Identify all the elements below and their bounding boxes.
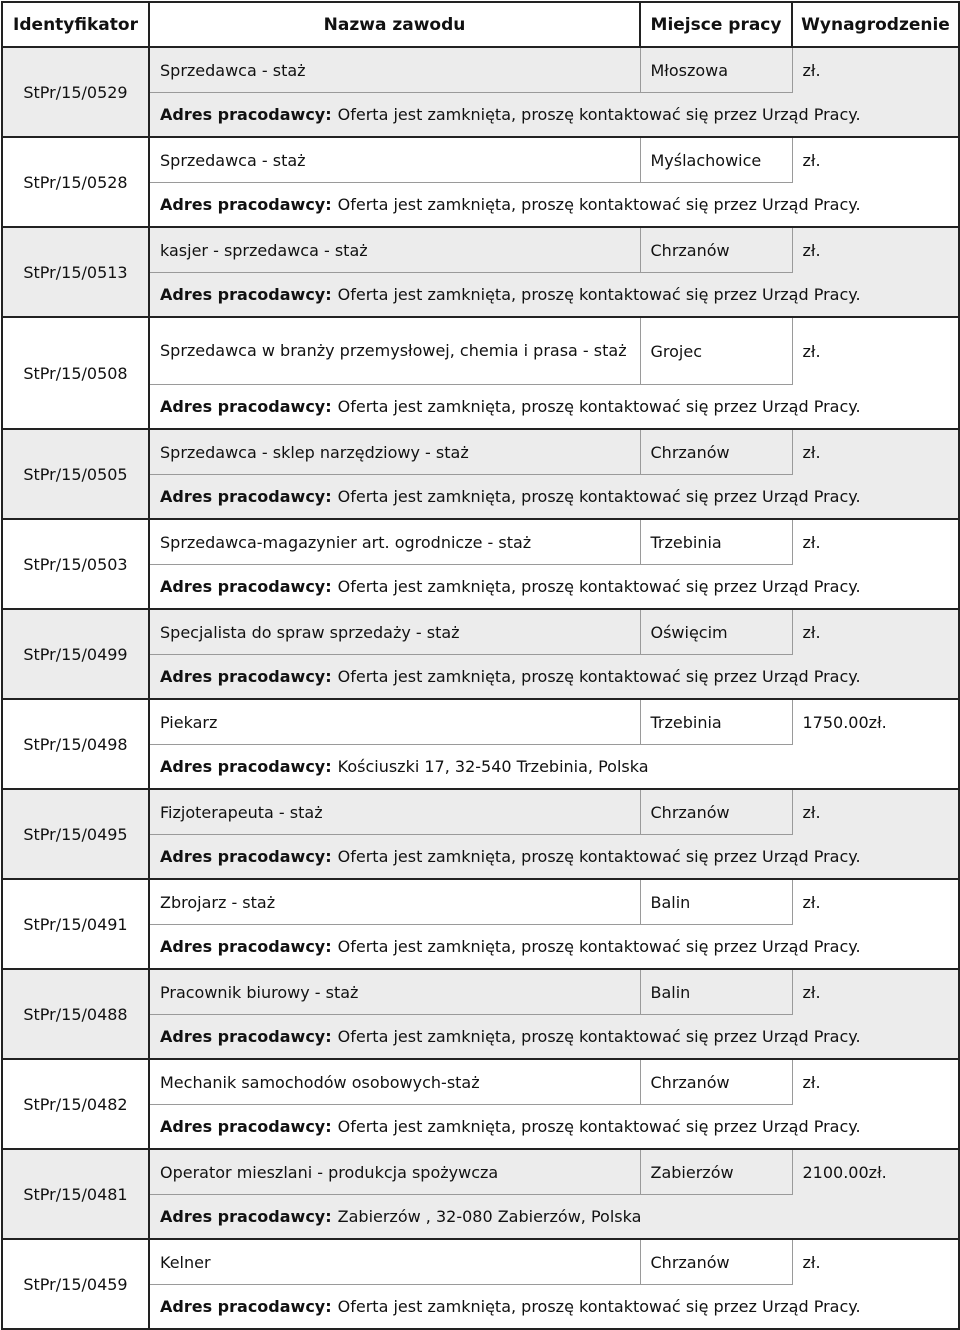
table-row [2,47,959,93]
employer-address-cell [149,565,959,610]
table-row [2,519,959,565]
workplace: Chrzanów [640,789,792,835]
job-name: Specjalista do spraw sprzedaży - staż [149,609,640,655]
workplace: Zabierzów [640,1149,792,1195]
job-name: Sprzedawca-magazynier art. ogrodnicze - staż [149,519,640,565]
salary: 1750.00zł. [792,699,959,745]
employer-address: Zabierzów , 32-080 Zabierzów, Polska [337,1207,642,1226]
workplace: Grojec [640,317,792,385]
employer-address-cell [149,835,959,880]
job-name: Kelner [149,1239,640,1285]
employer-address: Oferta jest zamknięta, proszę kontaktować się przez Urząd Pracy. [337,847,861,866]
table-body [2,47,959,1329]
employer-address-label: Adres pracodawcy: [160,847,332,866]
table-row [2,137,959,183]
job-offers-table [1,1,960,1330]
offer-identifier: StPr/15/0528 [2,137,149,227]
salary: zł. [792,969,959,1015]
job-name: Sprzedawca w branży przemysłowej, chemia i prasa - staż [149,317,640,385]
employer-address-cell [149,183,959,228]
employer-address-cell [149,475,959,520]
table-row [2,1239,959,1285]
table-row [2,429,959,475]
salary: zł. [792,609,959,655]
offer-identifier: StPr/15/0491 [2,879,149,969]
workplace: Chrzanów [640,227,792,273]
workplace: Trzebinia [640,519,792,565]
employer-address-label: Adres pracodawcy: [160,1027,332,1046]
employer-address-cell [149,1015,959,1060]
job-name: Sprzedawca - staż [149,47,640,93]
job-name: Piekarz [149,699,640,745]
workplace: Chrzanów [640,1059,792,1105]
employer-address-cell [149,273,959,318]
header-job-name: Nazwa zawodu [149,2,640,47]
workplace: Oświęcim [640,609,792,655]
employer-address-label: Adres pracodawcy: [160,397,332,416]
table-row [2,699,959,745]
employer-address-cell [149,655,959,700]
salary: zł. [792,47,959,93]
employer-address-cell [149,385,959,430]
workplace: Chrzanów [640,429,792,475]
job-name: Pracownik biurowy - staż [149,969,640,1015]
employer-address: Oferta jest zamknięta, proszę kontaktować się przez Urząd Pracy. [337,1297,861,1316]
job-name: Sprzedawca - staż [149,137,640,183]
employer-address: Oferta jest zamknięta, proszę kontaktować się przez Urząd Pracy. [337,397,861,416]
employer-address: Oferta jest zamknięta, proszę kontaktować się przez Urząd Pracy. [337,577,861,596]
employer-address-label: Adres pracodawcy: [160,577,332,596]
job-name: Operator mieszlani - produkcja spożywcza [149,1149,640,1195]
employer-address: Oferta jest zamknięta, proszę kontaktować się przez Urząd Pracy. [337,667,861,686]
job-name: Fizjoterapeuta - staż [149,789,640,835]
salary: zł. [792,317,959,385]
workplace: Myślachowice [640,137,792,183]
table-row [2,1059,959,1105]
employer-address: Oferta jest zamknięta, proszę kontaktować się przez Urząd Pracy. [337,105,861,124]
salary: zł. [792,879,959,925]
employer-address-label: Adres pracodawcy: [160,1117,332,1136]
workplace: Balin [640,879,792,925]
header-workplace: Miejsce pracy [640,2,792,47]
job-name: Sprzedawca - sklep narzędziowy - staż [149,429,640,475]
offer-identifier: StPr/15/0495 [2,789,149,879]
employer-address-label: Adres pracodawcy: [160,285,332,304]
employer-address: Oferta jest zamknięta, proszę kontaktować się przez Urząd Pracy. [337,487,861,506]
salary: zł. [792,789,959,835]
employer-address-label: Adres pracodawcy: [160,757,332,776]
header-identifier: Identyfikator [2,2,149,47]
table-row [2,317,959,385]
workplace: Młoszowa [640,47,792,93]
employer-address: Kościuszki 17, 32-540 Trzebinia, Polska [337,757,649,776]
table-row [2,879,959,925]
employer-address-label: Adres pracodawcy: [160,1207,332,1226]
table-row [2,609,959,655]
employer-address-label: Adres pracodawcy: [160,937,332,956]
salary: zł. [792,429,959,475]
employer-address-label: Adres pracodawcy: [160,1297,332,1316]
offer-identifier: StPr/15/0498 [2,699,149,789]
job-name: kasjer - sprzedawca - staż [149,227,640,273]
table-row [2,227,959,273]
employer-address-label: Adres pracodawcy: [160,487,332,506]
offer-identifier: StPr/15/0459 [2,1239,149,1329]
employer-address-label: Adres pracodawcy: [160,105,332,124]
table-row [2,1149,959,1195]
offer-identifier: StPr/15/0508 [2,317,149,429]
offer-identifier: StPr/15/0499 [2,609,149,699]
workplace: Trzebinia [640,699,792,745]
employer-address-cell [149,1285,959,1330]
employer-address-cell [149,745,959,790]
salary: zł. [792,1239,959,1285]
employer-address: Oferta jest zamknięta, proszę kontaktować się przez Urząd Pracy. [337,1027,861,1046]
table-row [2,789,959,835]
table-header [2,2,959,47]
job-name: Zbrojarz - staż [149,879,640,925]
offer-identifier: StPr/15/0503 [2,519,149,609]
workplace: Chrzanów [640,1239,792,1285]
job-name: Mechanik samochodów osobowych-staż [149,1059,640,1105]
employer-address-cell [149,1195,959,1240]
employer-address-cell [149,93,959,138]
salary: zł. [792,137,959,183]
employer-address-label: Adres pracodawcy: [160,667,332,686]
header-salary: Wynagrodzenie [792,2,959,47]
employer-address-cell [149,925,959,970]
employer-address: Oferta jest zamknięta, proszę kontaktować się przez Urząd Pracy. [337,1117,861,1136]
offer-identifier: StPr/15/0505 [2,429,149,519]
offer-identifier: StPr/15/0482 [2,1059,149,1149]
employer-address: Oferta jest zamknięta, proszę kontaktować się przez Urząd Pracy. [337,285,861,304]
offer-identifier: StPr/15/0488 [2,969,149,1059]
employer-address: Oferta jest zamknięta, proszę kontaktować się przez Urząd Pracy. [337,195,861,214]
offer-identifier: StPr/15/0513 [2,227,149,317]
employer-address: Oferta jest zamknięta, proszę kontaktować się przez Urząd Pracy. [337,937,861,956]
offer-identifier: StPr/15/0481 [2,1149,149,1239]
salary: zł. [792,227,959,273]
offer-identifier: StPr/15/0529 [2,47,149,137]
employer-address-cell [149,1105,959,1150]
salary: zł. [792,519,959,565]
workplace: Balin [640,969,792,1015]
table-row [2,969,959,1015]
salary: zł. [792,1059,959,1105]
salary: 2100.00zł. [792,1149,959,1195]
employer-address-label: Adres pracodawcy: [160,195,332,214]
